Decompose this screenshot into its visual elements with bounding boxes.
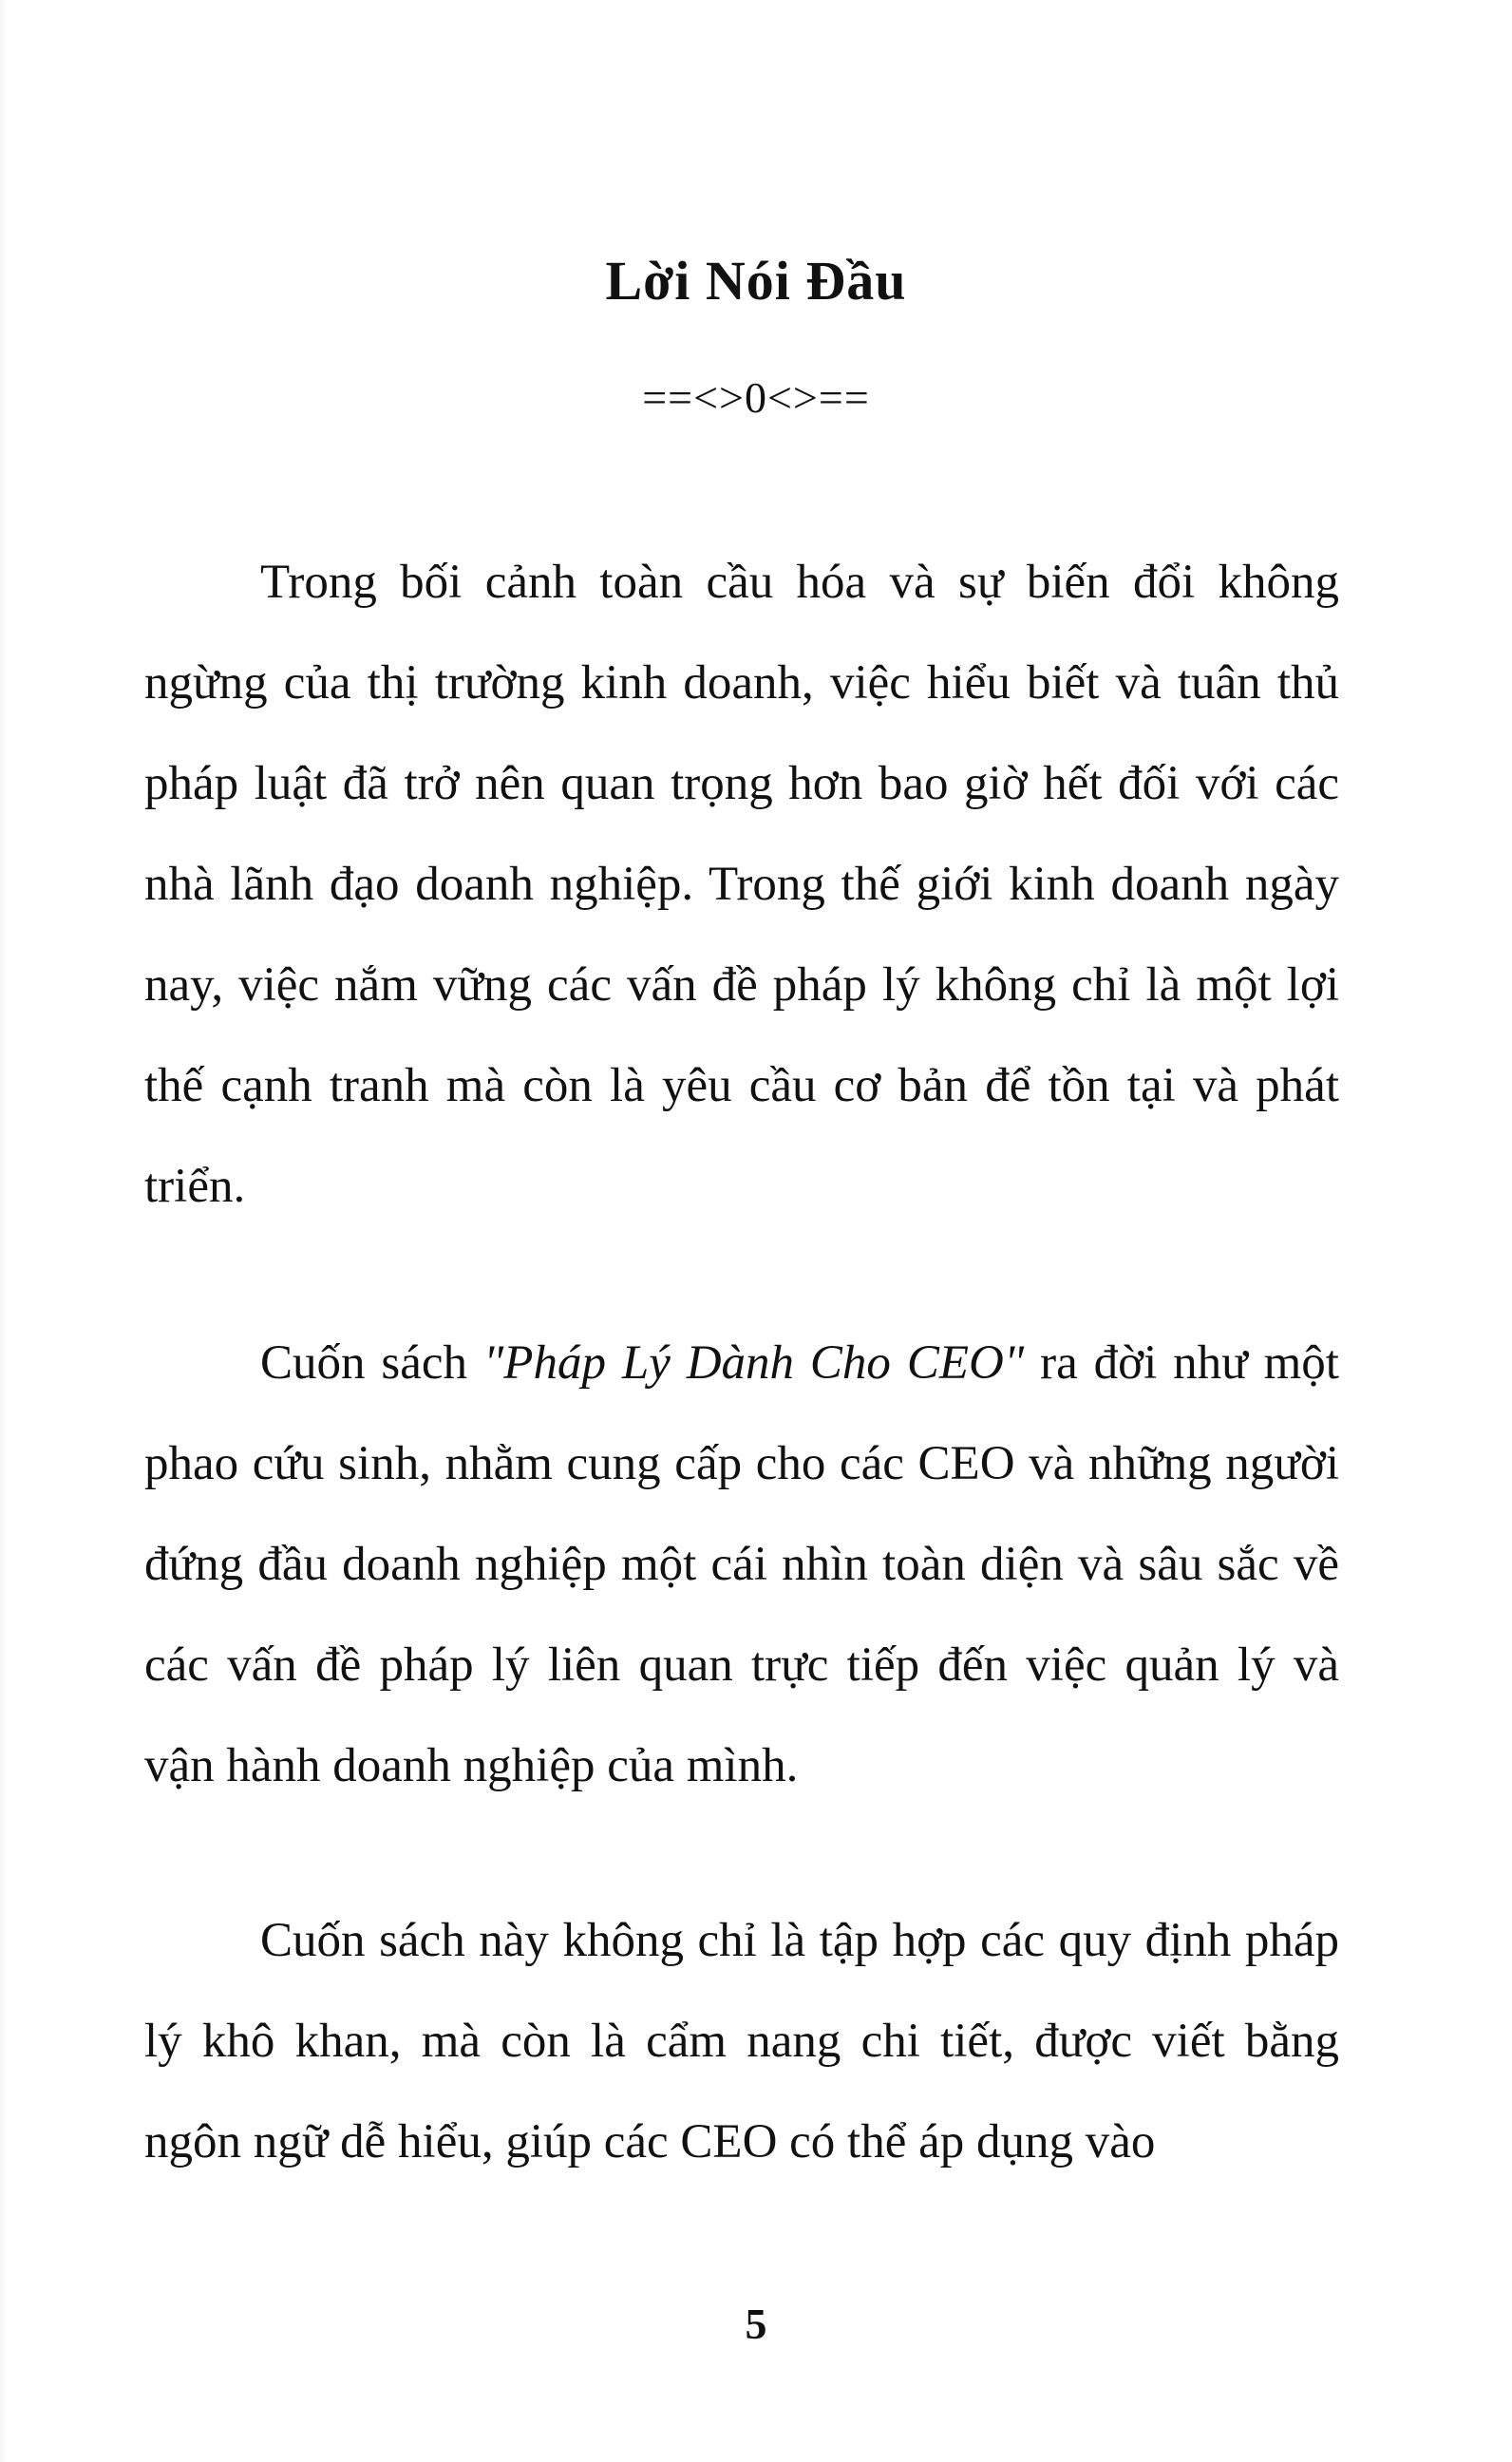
- paragraph-2-intro: Cuốn sách: [260, 1336, 483, 1390]
- paragraph-2: [144, 1313, 1339, 1816]
- paragraph-1: Trong bối cảnh toàn cầu hóa và sự biến đổi không ngừng của thị trường kinh doanh, việc hiểu biết và tuân thủ pháp luật đã trở nên quan trọng hơn bao giờ hết đối với các nhà lãnh đạo doanh nghiệp. Trong thế giới kinh doanh ngày nay, việc nắm vững các vấn đề pháp lý không chỉ là một lợi thế cạnh tranh mà còn là yêu cầu cơ bản để tồn tại và phát triển.: [144, 556, 1339, 1213]
- chapter-title: Lời Nói Đầu: [605, 250, 907, 312]
- paragraph-2-rest: ra đời như một phao cứu sinh, nhằm cung cấp cho các CEO và những người đứng đầu doanh nghiệp một cái nhìn toàn diện và sâu sắc về các vấn đề pháp lý liên quan trực tiếp đến việc quản lý và vận hành doanh nghiệp của mình.: [144, 1336, 1339, 1792]
- book-title-italic: "Pháp Lý Dành Cho CEO": [482, 1336, 1025, 1390]
- paragraph-3: Cuốn sách này không chỉ là tập hợp các quy định pháp lý khô khan, mà còn là cẩm nang chi tiết, được viết bằng ngôn ngữ dễ hiểu, giúp các CEO có thể áp dụng vào: [144, 1914, 1339, 2168]
- page-number: 5: [745, 2300, 767, 2348]
- title-divider: ==<>0<>==: [642, 373, 870, 422]
